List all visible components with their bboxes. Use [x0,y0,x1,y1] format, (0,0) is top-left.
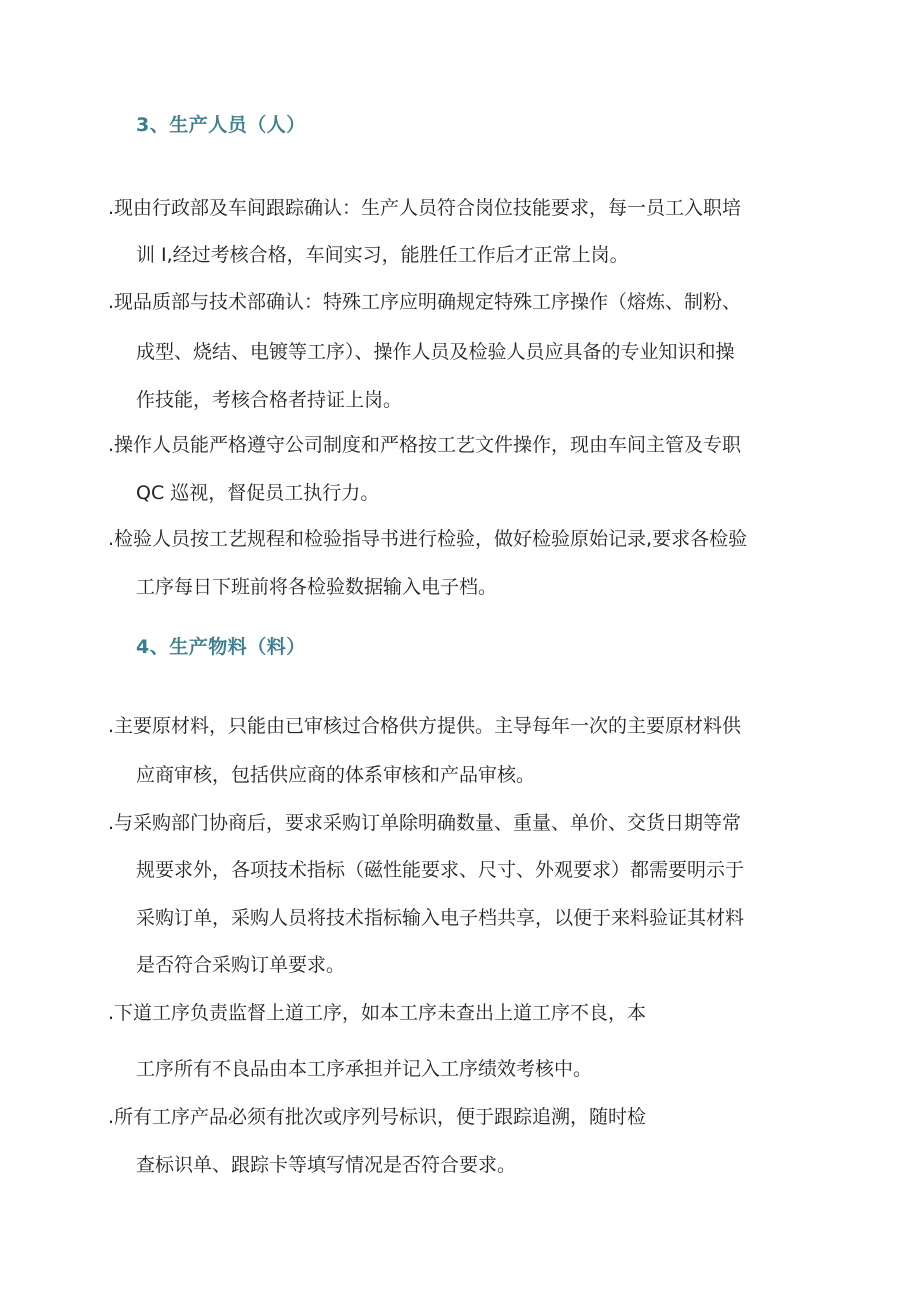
s4-item1-line2: 应商审核，包括供应商的体系审核和产品审核。 [136,764,536,786]
section-4-heading: 4、生产物料（料） [136,636,306,658]
s3-item2-line3: 作技能，考核合格者持证上岗。 [136,389,403,411]
s4-item2-line1: .与采购部门协商后，要求采购订单除明确数量、重量、单价、交货日期等常 [108,812,742,834]
s4-item4-line2: 查标识单、跟踪卡等填写情况是否符合要求。 [136,1154,517,1176]
s4-item3-line2: 工序所有不良品由本工序承担并记入工序绩效考核中。 [136,1058,593,1080]
s4-item4-line1: .所有工序产品必须有批次或序列号标识，便于跟踪追溯，随时检 [108,1106,647,1128]
s3-item2-line1: .现品质部与技术部确认：特殊工序应明确规定特殊工序操作（熔炼、制粉、 [108,291,742,313]
s3-item2-line2: 成型、烧结、电镀等工序）、操作人员及检验人员应具备的专业知识和操 [136,341,735,363]
section-3-heading: 3、生产人员（人） [136,114,306,136]
s3-item3-line2: QC 巡视，督促员工执行力。 [136,482,380,504]
s3-item4-line2: 工序每日下班前将各检验数据输入电子档。 [136,576,498,598]
s3-item4-line1: .检验人员按工艺规程和检验指导书进行检验，做好检验原始记录,要求各检验 [108,528,748,550]
s4-item2-line4: 是否符合采购订单要求。 [136,954,346,976]
s4-item1-line1: .主要原材料，只能由已审核过合格供方提供。主导每年一次的主要原材料供 [108,715,742,737]
s3-item1-line1: .现由行政部及车间跟踪确认：生产人员符合岗位技能要求，每一员工入职培 [108,197,742,219]
s3-item3-line1: .操作人员能严格遵守公司制度和严格按工艺文件操作，现由车间主管及专职 [108,434,742,456]
s3-item1-line2: 训 I,经过考核合格，车间实习，能胜任工作后才正常上岗。 [136,244,629,266]
s4-item3-line1: .下道工序负责监督上道工序，如本工序未查出上道工序不良，本 [108,1002,647,1024]
s4-item2-line3: 采购订单，采购人员将技术指标输入电子档共享，以便于来料验证其材料 [136,907,745,929]
s4-item2-line2: 规要求外，各项技术指标（磁性能要求、尺寸、外观要求）都需要明示于 [136,859,745,881]
